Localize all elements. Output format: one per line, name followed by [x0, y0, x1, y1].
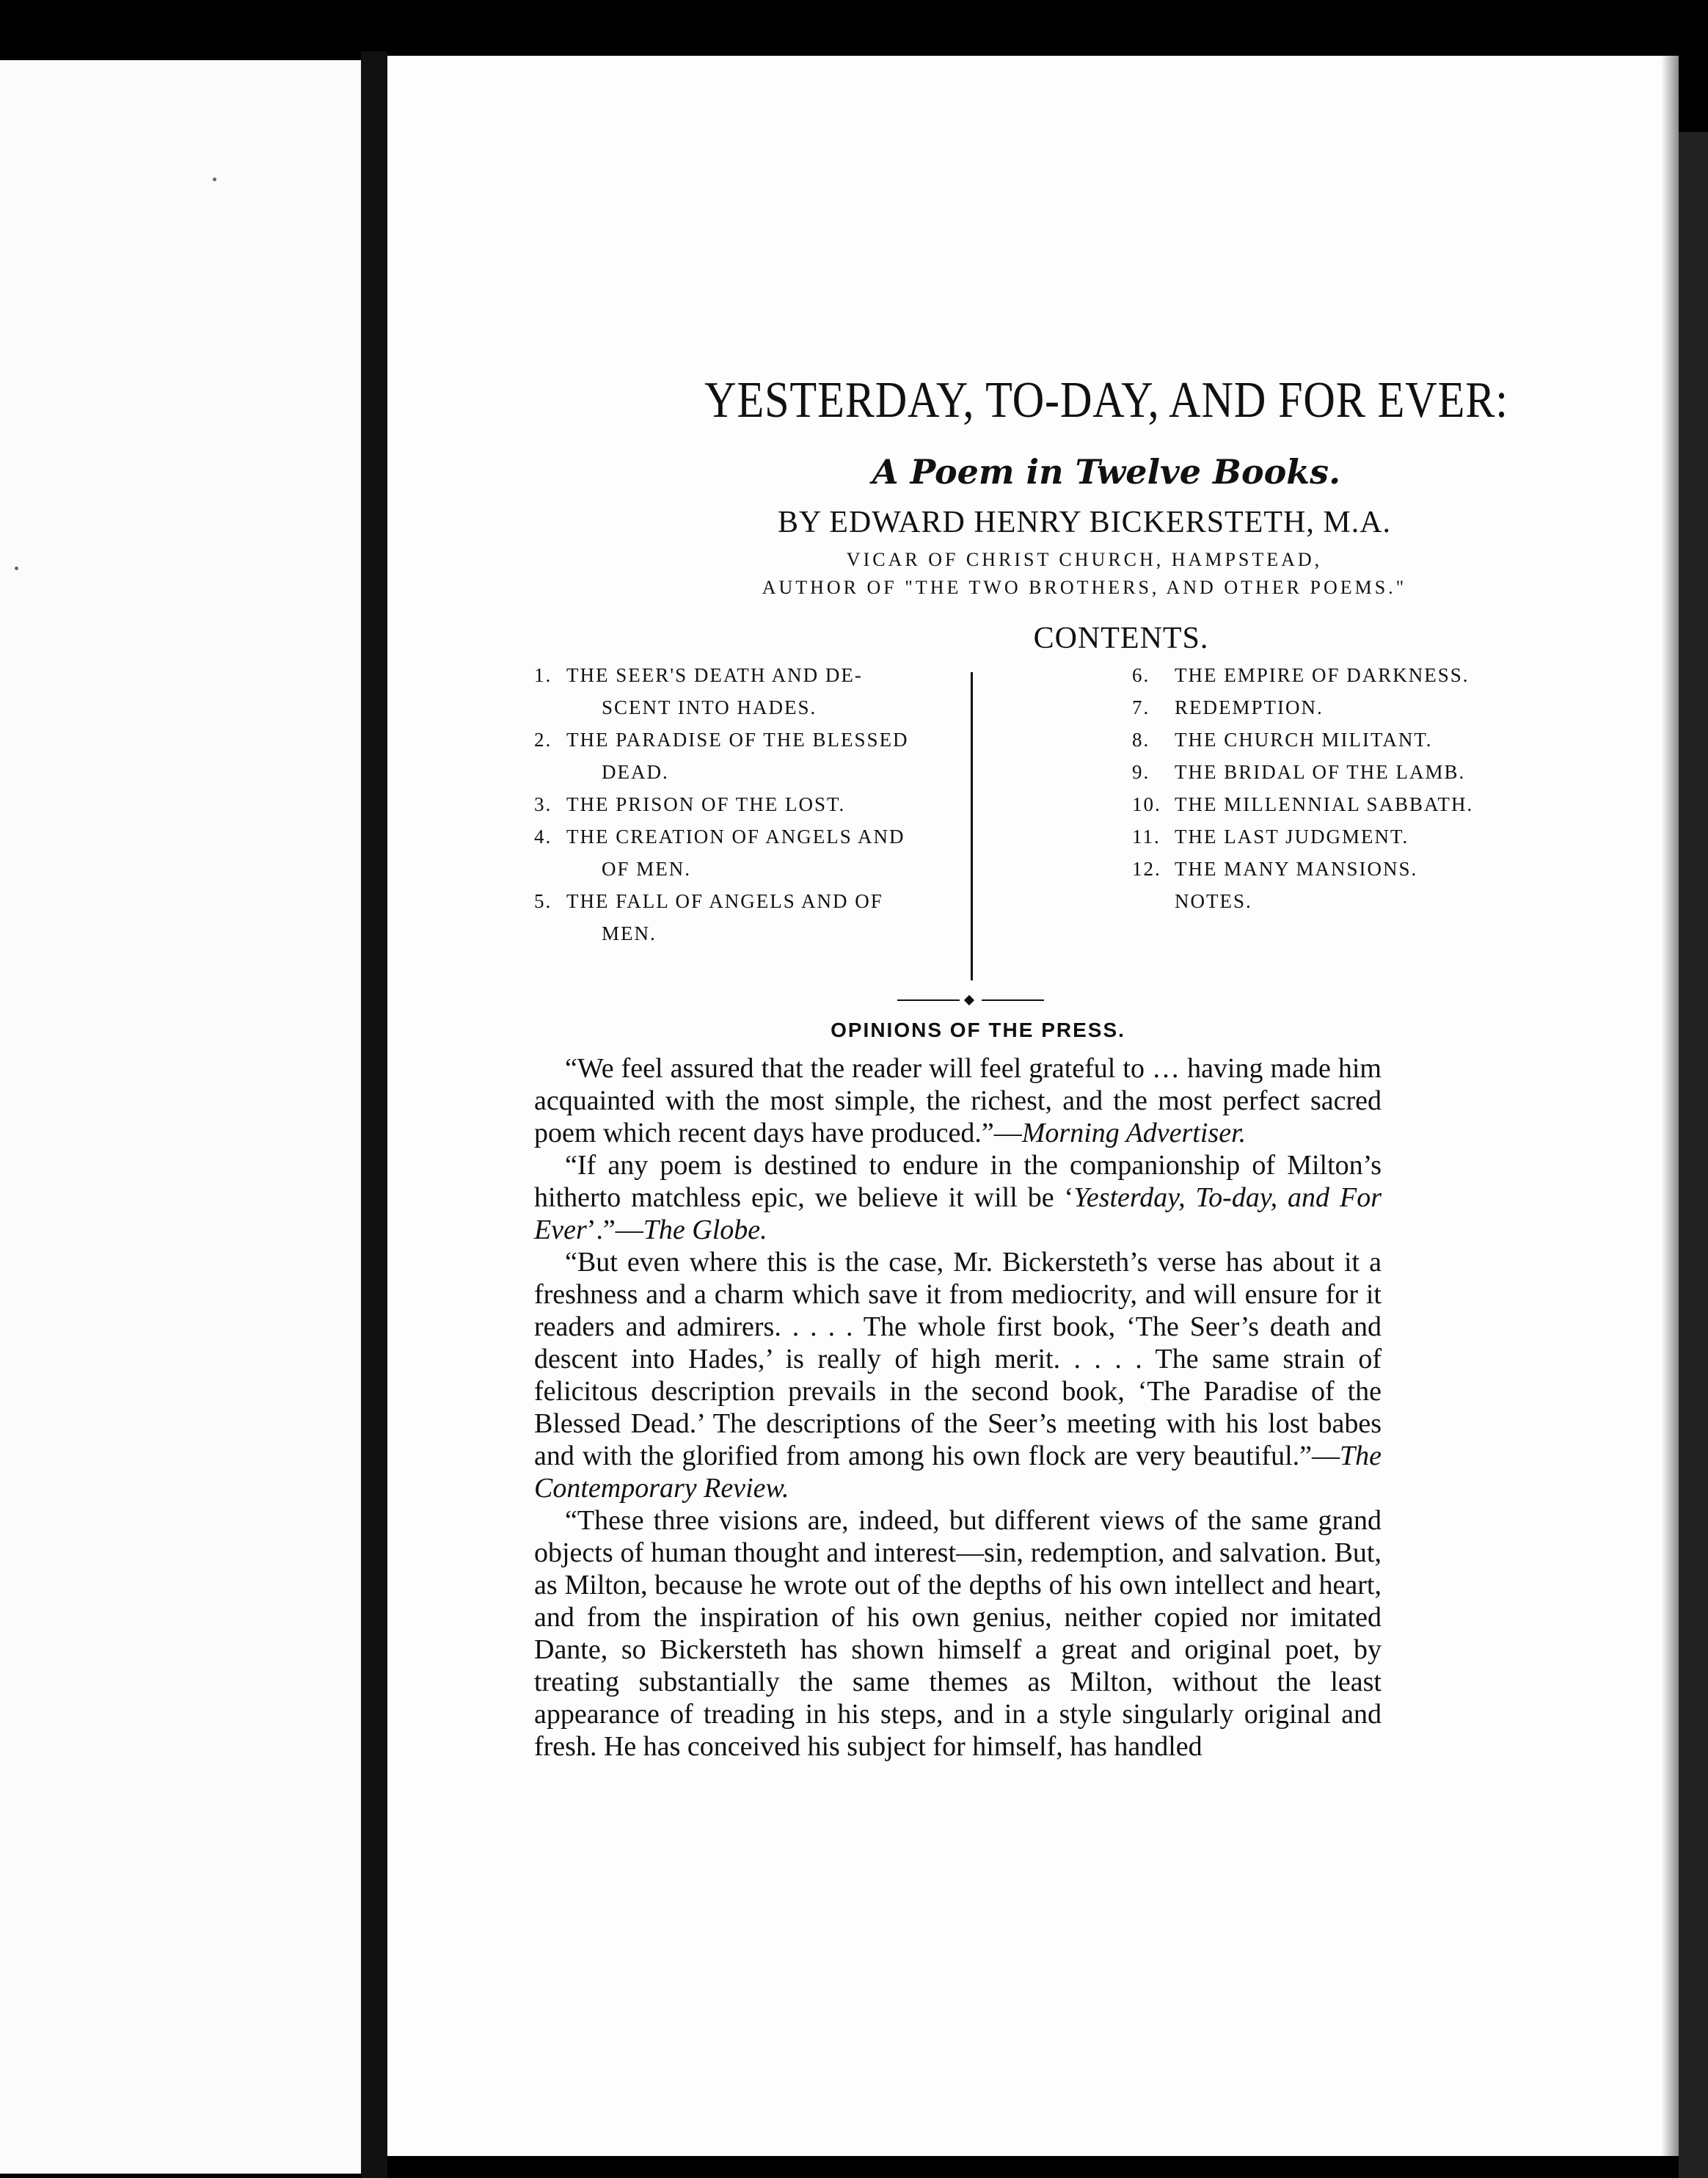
- ornament-diamond: [964, 995, 974, 1005]
- item-number: 1.: [534, 664, 552, 686]
- item-title: THE MANY MANSIONS.: [1175, 858, 1418, 880]
- item-title: THE SEER'S DEATH AND DE-: [566, 664, 863, 686]
- contents-item: [534, 885, 1055, 917]
- contents-item: [534, 820, 1055, 853]
- item-title: REDEMPTION.: [1175, 696, 1324, 718]
- author-byline: BY EDWARD HENRY BICKERSTETH, M.A.: [777, 506, 1392, 539]
- item-number: 6.: [1132, 664, 1150, 686]
- book-spine: [361, 51, 387, 2178]
- contents-item-continuation: SCENT INTO HADES.: [602, 696, 817, 718]
- contents-item: [1132, 820, 1660, 853]
- contents-item: [1132, 659, 1660, 691]
- item-title: THE MILLENNIAL SABBATH.: [1175, 793, 1474, 815]
- quote-text: “We feel assured that the reader will feel grateful to … having made him acquainted with the most simple, the richest, and the most perfect sacred poem which recent days have produced.”—: [534, 1053, 1382, 1148]
- paper-fleck: [15, 567, 18, 570]
- paper-fleck: [213, 178, 216, 181]
- ornament-rule-left: [897, 999, 960, 1001]
- book-subtitle: A Poem in Twelve Books.: [872, 452, 1341, 492]
- press-quote: [534, 1149, 1382, 1246]
- item-number: 12.: [1132, 858, 1161, 880]
- press-heading: OPINIONS OF THE PRESS.: [831, 1019, 1125, 1041]
- contents-item: [534, 724, 1055, 756]
- contents-divider: [971, 672, 973, 980]
- ornament-rule-right: [982, 999, 1044, 1001]
- item-number: 10.: [1132, 793, 1161, 815]
- vicar-line: VICAR OF CHRIST CHURCH, HAMPSTEAD,: [846, 549, 1323, 570]
- contents-item: [1132, 756, 1660, 788]
- item-title: THE PARADISE OF THE BLESSED: [566, 729, 909, 751]
- section-ornament: [897, 997, 1044, 1004]
- item-number: 2.: [534, 729, 552, 751]
- item-number: 9.: [1132, 761, 1150, 783]
- quote-close: ’.”—: [586, 1214, 643, 1245]
- item-title: THE PRISON OF THE LOST.: [566, 793, 846, 815]
- item-title: THE CREATION OF ANGELS AND: [566, 826, 905, 848]
- book-title: YESTERDAY, TO-DAY, AND FOR EVER:: [704, 372, 1508, 429]
- item-title: THE EMPIRE OF DARKNESS.: [1175, 664, 1470, 686]
- left-blank-page: [0, 60, 361, 2174]
- item-number: 4.: [534, 826, 552, 848]
- quote-source: The Globe.: [643, 1214, 767, 1245]
- item-title: THE CHURCH MILITANT.: [1175, 729, 1433, 751]
- item-number: 8.: [1132, 729, 1150, 751]
- press-opinions: [534, 1052, 1382, 1763]
- press-quote: [534, 1052, 1382, 1149]
- quote-text: “These three visions are, indeed, but different views of the same grand objects of human thought and interest—sin, redemption, and salvation. But, as Milton, because he wrote out of the depths of his own intellect and heart, and from the inspiration of his own genius, neither copied nor imitated Dante, so Bickersteth has shown himself a great and original poet, by treating substantially the same themes as Milton, without the least appearance of treading in his steps, and in a style singularly original and fresh. He has conceived his subject for himself, has handled: [534, 1505, 1382, 1762]
- contents-item-continuation: DEAD.: [602, 761, 669, 783]
- contents-item: [1132, 885, 1660, 917]
- contents-item: [1132, 853, 1660, 885]
- contents-left-column: [534, 659, 1055, 950]
- item-number: 3.: [534, 793, 552, 815]
- contents-item-continuation: MEN.: [602, 922, 657, 944]
- quote-text: “If any poem is destined to endure in the companionship of Milton’s hitherto matchless epic, we believe it will be ‘: [534, 1150, 1382, 1213]
- contents-item: [1132, 724, 1660, 756]
- quote-source: The Contemporary Review.: [534, 1441, 1382, 1504]
- contents-item-continuation: OF MEN.: [602, 858, 692, 880]
- item-number: 7.: [1132, 696, 1150, 718]
- main-page: [387, 56, 1679, 2156]
- item-number: 5.: [534, 890, 552, 912]
- press-quote: [534, 1504, 1382, 1763]
- item-title: THE BRIDAL OF THE LAMB.: [1175, 761, 1466, 783]
- item-title: THE LAST JUDGMENT.: [1175, 826, 1409, 848]
- contents-heading: CONTENTS.: [1033, 622, 1209, 655]
- item-title: THE FALL OF ANGELS AND OF: [566, 890, 883, 912]
- press-quote: [534, 1246, 1382, 1504]
- quote-source: Morning Advertiser.: [1021, 1118, 1247, 1148]
- page-content: [387, 56, 1679, 2156]
- contents-item: [534, 659, 1055, 691]
- contents-item: [1132, 788, 1660, 820]
- contents-right-column: [1132, 659, 1660, 917]
- right-edge-strip: [1679, 132, 1708, 2178]
- contents-item: [534, 788, 1055, 820]
- quote-italic-title: Yesterday, To-day, and For Ever: [534, 1182, 1382, 1245]
- author-of-line: AUTHOR OF "THE TWO BROTHERS, AND OTHER POEMS.": [762, 577, 1407, 598]
- item-title: NOTES.: [1175, 890, 1252, 912]
- quote-text: “But even where this is the case, Mr. Bickersteth’s verse has about it a freshness and a charm which save it from mediocrity, and will ensure for it readers and admirers. . . . . The whole first book, ‘The Seer’s death and descent into Hades,’ is really of high merit. . . . . The same strain of felicitous description prevails in the second book, ‘The Paradise of the Blessed Dead.’ The descriptions of the Seer’s meeting with his lost babes and with the glorified from among his own flock are very beautiful.”—: [534, 1247, 1382, 1471]
- contents-item: [1132, 691, 1660, 724]
- item-number: 11.: [1132, 826, 1161, 848]
